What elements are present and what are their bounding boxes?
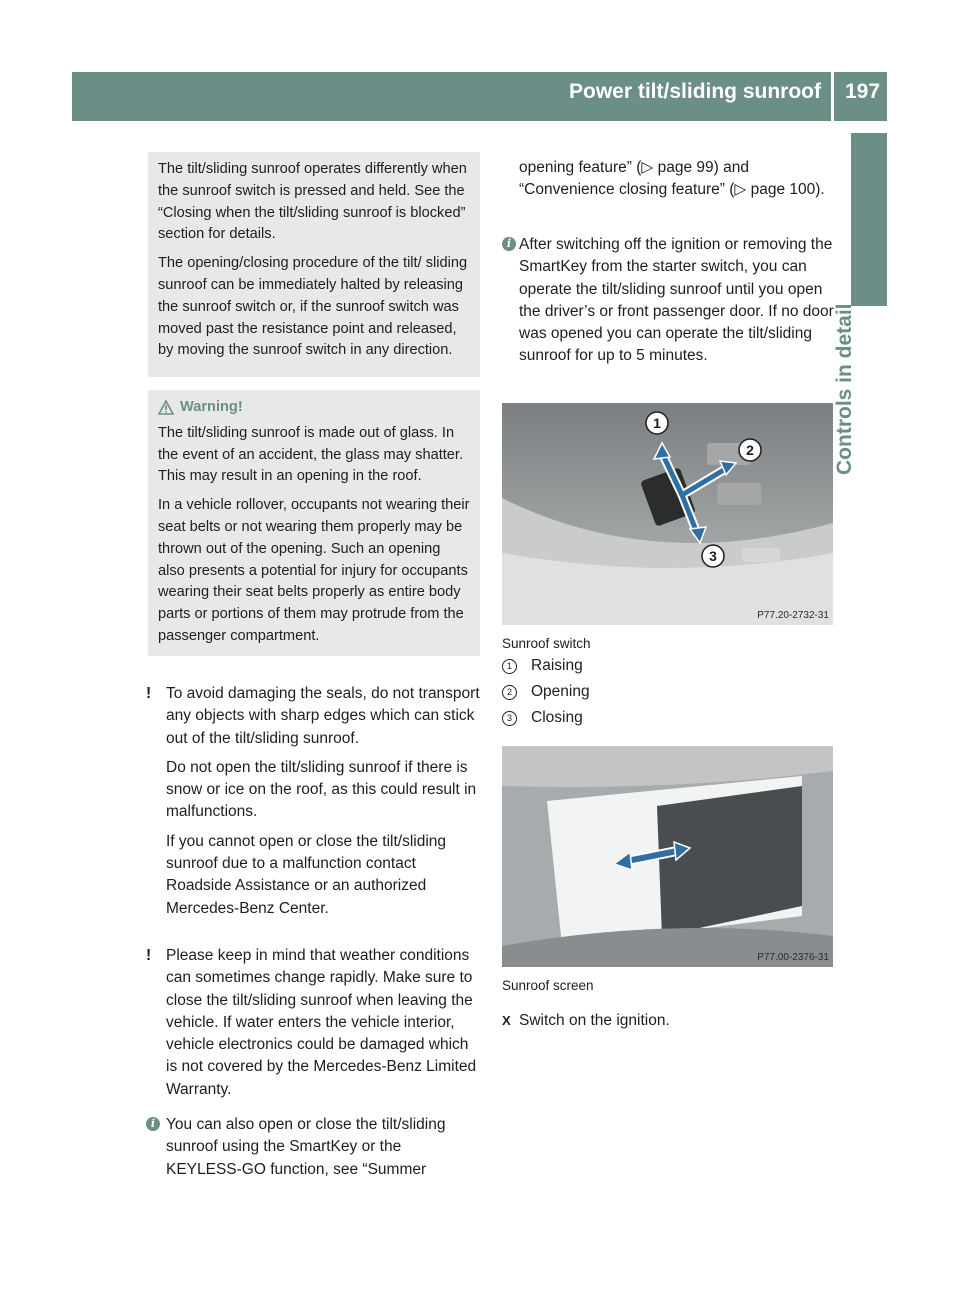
- legend-label: Raising: [531, 657, 583, 674]
- caution-paragraph: To avoid damaging the seals, do not transport any objects with sharp edges which can stick out of the tilt/sliding sunroof.: [166, 685, 480, 747]
- info-icon: i: [502, 237, 516, 251]
- legend-number: 1: [502, 659, 517, 674]
- note-box: [148, 152, 480, 377]
- info-item: [502, 234, 836, 394]
- legend-number: 2: [502, 685, 517, 700]
- caution-body: [166, 683, 480, 927]
- sunroof-switch-figure: [502, 403, 833, 625]
- side-tab-label: Controls in detail: [833, 303, 856, 475]
- sunroof-screen-illustration: [502, 746, 833, 967]
- caution-mark: !: [146, 685, 152, 702]
- figure-caption: Sunroof switch: [502, 636, 591, 651]
- caution-paragraph: Do not open the tilt/sliding sunroof if there is snow or ice on the roof, as this could result in malfunctions.: [166, 758, 477, 821]
- figure-code: P77.00-2376-31: [757, 952, 829, 963]
- caution-item: [146, 945, 480, 1098]
- page-number: 197: [844, 80, 881, 103]
- caution-mark: !: [146, 947, 152, 964]
- info-paragraph: You can also open or close the tilt/sliding sunroof using the SmartKey or the KEYLESS-GO function, see “Summer: [166, 1116, 446, 1178]
- info-body: [519, 234, 836, 375]
- figure-caption: Sunroof screen: [502, 978, 594, 993]
- warning-header: [158, 397, 470, 419]
- warning-triangle-icon: [158, 400, 174, 415]
- legend-label: Opening: [531, 683, 590, 700]
- info-paragraph: After switching off the ignition or removing the SmartKey from the starter switch, you can operate the tilt/sliding sunroof until you open the driver’s or front passenger door. If no door was opened you can operate the tilt/sliding sunroof for up to 5 minutes.: [519, 236, 834, 365]
- figure-code: P77.20-2732-31: [757, 610, 829, 621]
- step-item: [502, 1010, 832, 1034]
- continued-paragraph: opening feature” (▷ page 99) and “Convenience closing feature” (▷ page 100).: [519, 159, 825, 199]
- note-paragraph: The tilt/sliding sunroof operates differently when the sunroof switch is pressed and held. See the “Closing when the tilt/sliding sunroof is blocked” section for details.: [158, 161, 467, 243]
- header-bar: [72, 72, 887, 121]
- legend-item: [502, 709, 583, 727]
- caution-item: [146, 683, 480, 928]
- caution-paragraph: If you cannot open or close the tilt/sliding sunroof due to a malfunction contact Roadside Assistance or an authorized Mercedes-Benz Center.: [166, 832, 447, 917]
- sunroof-switch-illustration: [502, 403, 833, 625]
- callout-1: 1: [653, 415, 661, 431]
- caution-body: [166, 945, 480, 1108]
- legend-item: [502, 657, 583, 675]
- note-paragraph: The opening/closing procedure of the tilt/ sliding sunroof can be immediately halted by releasing the sunroof switch or, if the sunroof switch was moved past the resistance point and released, by moving the sunroof switch in any direction.: [158, 255, 468, 359]
- callout-2: 2: [746, 442, 754, 458]
- warning-box: [148, 390, 480, 656]
- warning-title: Warning!: [180, 399, 243, 415]
- step-body: [519, 1010, 832, 1039]
- info-icon: i: [146, 1117, 160, 1131]
- warning-paragraph: In a vehicle rollover, occupants not wearing their seat belts or not wearing them properly may be thrown out of the opening. Such an opening also presents a potential for injury for occupants wearing their seat belts properly as entire body parts or portions of them may protrude from the passenger compartment.: [158, 497, 470, 644]
- legend-number: 3: [502, 711, 517, 726]
- info-item: [146, 1114, 480, 1184]
- step-text: Switch on the ignition.: [519, 1012, 670, 1029]
- continued-text: [519, 157, 831, 202]
- caution-paragraph: Please keep in mind that weather conditions can sometimes change rapidly. Make sure to close the tilt/sliding sunroof when leaving the vehicle. If water enters the vehicle interior, vehicle electronics could be damaged which is not covered by the Mercedes-Benz Limited Warranty.: [166, 947, 477, 1098]
- warning-paragraph: The tilt/sliding sunroof is made out of glass. In the event of an accident, the glass may shatter. This may result in an opening in the roof.: [158, 424, 464, 485]
- legend-label: Closing: [531, 709, 583, 726]
- callout-3: 3: [709, 548, 717, 564]
- section-title: Power tilt/sliding sunroof: [569, 80, 821, 103]
- sunroof-screen-figure: [502, 746, 833, 967]
- header-divider: [831, 72, 834, 121]
- step-marker-icon: X: [502, 1013, 511, 1028]
- legend-item: [502, 683, 590, 701]
- info-body: [166, 1114, 480, 1188]
